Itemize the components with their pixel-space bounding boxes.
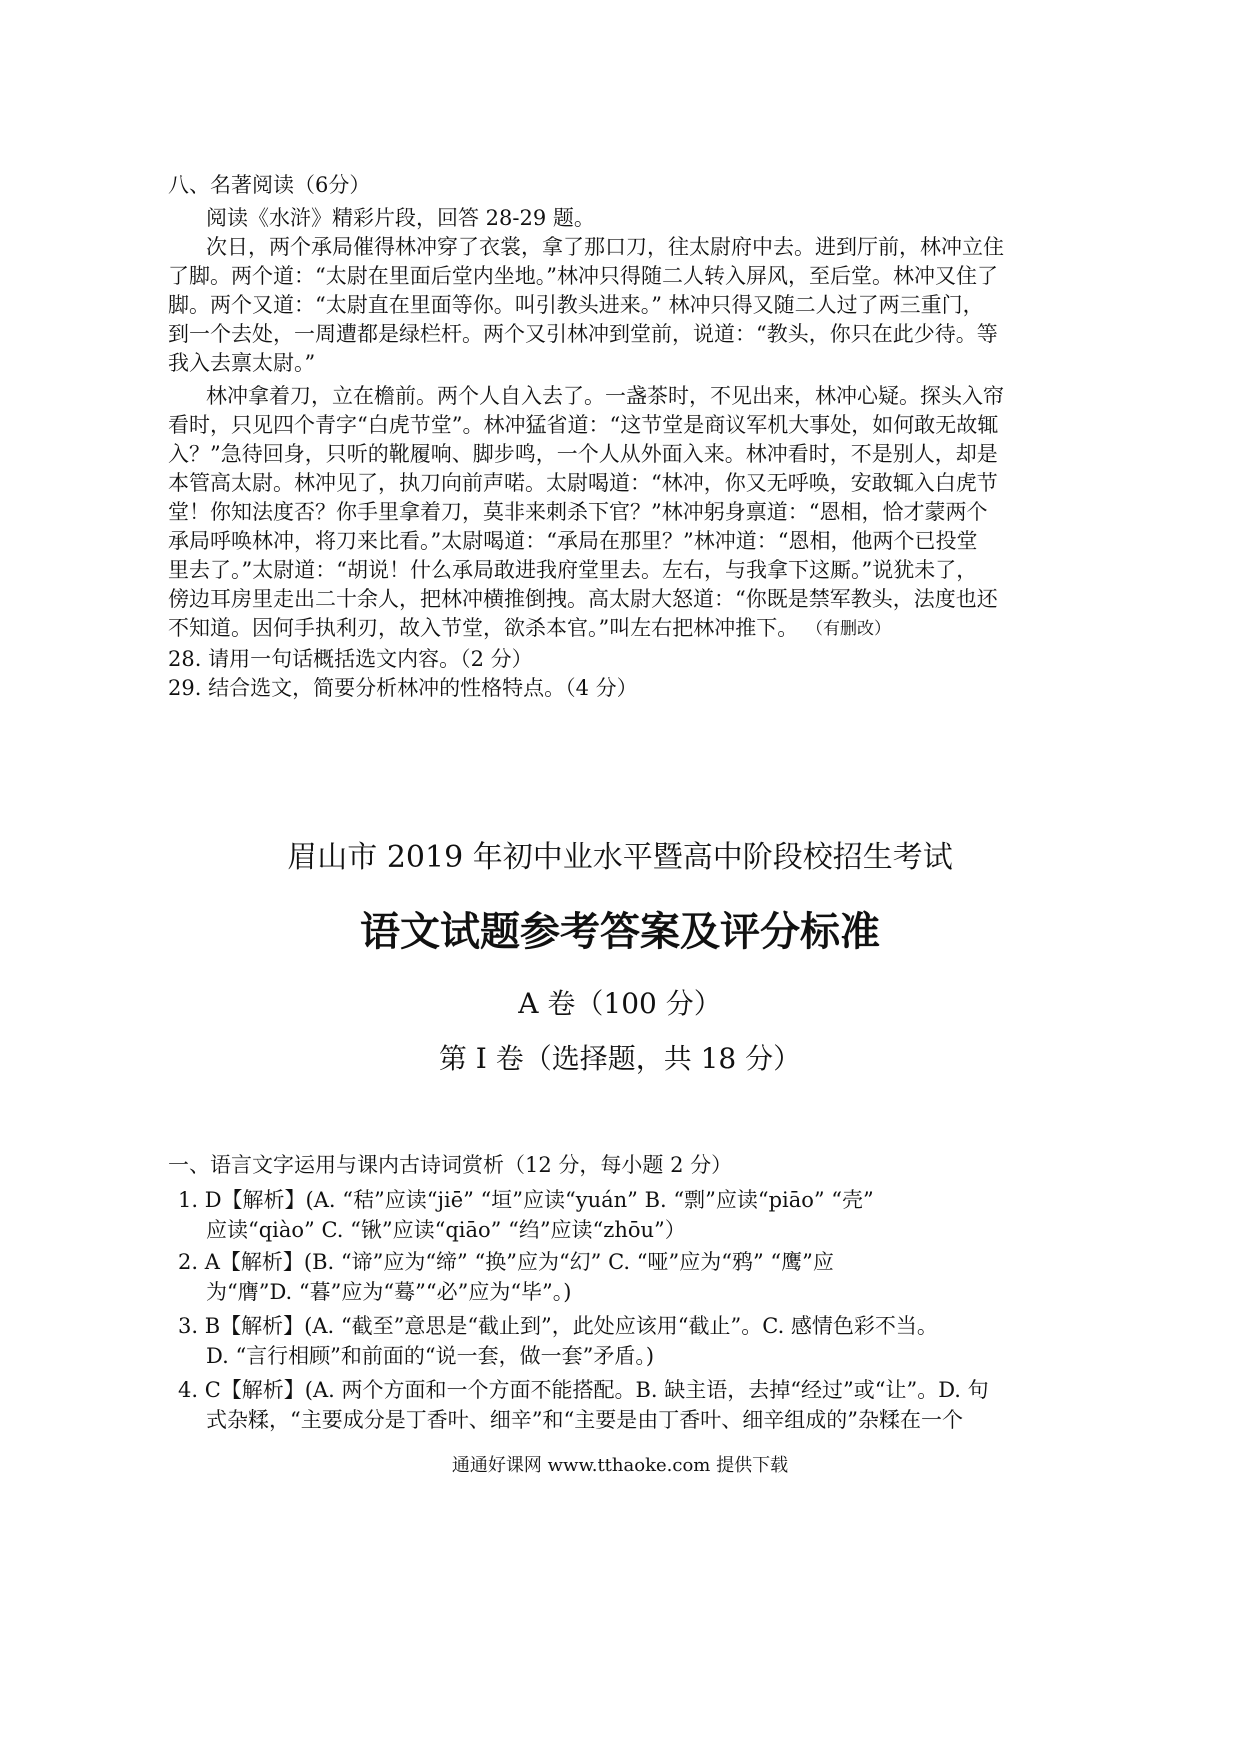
answer-line: 为“膺”D. “暮”应为“蓦”“必”应为“毕”。) [206,1280,572,1304]
passage-line: 到一个去处，一周遭都是绿栏杆。两个又引林冲到堂前，说道：“教头，你只在此少待。等 [168,322,998,346]
passage-line: 堂！你知法度否？你手里拿着刀，莫非来刺杀下官？”林冲躬身禀道：“恩相，恰才蒙两个 [168,500,988,524]
edit-note: （有删改） [806,619,891,639]
part-one-title: 第 I 卷（选择题，共 18 分） [438,1042,802,1075]
answer-line: 式杂糅，“主要成分是丁香叶、细辛”和“主要是由丁香叶、细辛组成的”杂糅在一个 [206,1408,963,1432]
answer-line: 3. B【解析】(A. “截至”意思是“截止到”，此处应该用“截止”。C. 感情色彩不当。 [178,1314,938,1338]
exam-title: 眉山市 2019 年初中业水平暨高中阶段校招生考试 [287,840,953,875]
passage-line: 傍边耳房里走出二十余人，把林冲横推倒拽。高太尉大怒道：“你既是禁军教头，法度也还 [168,587,998,611]
passage-line: 里去了。”太尉道：“胡说！什么承局敢进我府堂里去。左右，与我拿下这厮。”说犹未了， [168,558,978,582]
passage-line: 我入去禀太尉。” [168,351,316,375]
passage-line: 脚。两个又道：“太尉直在里面等你。叫引教头进来。” 林冲只得又随二人过了两三重门， [168,293,984,317]
section1-title: 一、语言文字运用与课内古诗词赏析（12 分，每小题 2 分） [168,1153,733,1177]
passage-line: 本管高太尉。林冲见了，执刀向前声喏。太尉喝道：“林冲，你又无呼唤，安敢辄入白虎节 [168,471,998,495]
passage-line: 承局呼唤林冲，将刀来比看。”太尉喝道：“承局在那里？”林冲道：“恩相，他两个已投堂 [168,529,978,553]
question-28: 28. 请用一句话概括选文内容。（2 分） [168,647,533,671]
footer-text: 通通好课网 www.tthaoke.com 提供下载 [451,1455,789,1476]
answer-line: 2. A【解析】(B. “谛”应为“缔” “换”应为“幻” C. “哑”应为“鸦” “鹰”应 [178,1250,834,1274]
reading-intro: 阅读《水浒》精彩片段，回答 28-29 题。 [206,206,595,230]
section-title: 八、名著阅读（6分） [168,173,371,197]
answer-line: 1. D【解析】(A. “秸”应读“jiē” “垣”应读“yuán” B. “剽”应读“piāo” “壳” [178,1188,874,1212]
passage-line: 林冲拿着刀，立在檐前。两个人自入去了。一盏茶时，不见出来，林冲心疑。探头入帘 [206,384,1004,408]
passage-line: 次日，两个承局催得林冲穿了衣裳，拿了那口刀，往太尉府中去。进到厅前，林冲立住 [206,235,1004,259]
passage-line: 看时，只见四个青字“白虎节堂”。林冲猛省道：“这节堂是商议军机大事处，如何敢无故辄 [168,413,999,437]
passage-line: 不知道。因何手执利刃，故入节堂，欲杀本官。”叫左右把林冲推下。 [168,616,799,640]
question-29: 29. 结合选文，简要分析林冲的性格特点。（4 分） [168,676,638,700]
main-title: 语文试题参考答案及评分标准 [360,909,880,955]
answer-line: 应读“qiào” C. “锹”应读“qiāo” “绉”应读“zhōu”） [206,1218,686,1242]
passage-line: 了脚。两个道：“太尉在里面后堂内坐地。”林冲只得随二人转入屏风，至后堂。林冲又住了 [168,264,998,288]
answer-line: 4. C【解析】(A. 两个方面和一个方面不能搭配。B. 缺主语，去掉“经过”或“让”。D. 句 [178,1378,989,1402]
answer-line: D. “言行相顾”和前面的“说一套，做一套”矛盾。) [206,1344,655,1368]
passage-line: 入？”急待回身，只听的靴履响、脚步鸣，一个人从外面入来。林冲看时，不是别人，却是 [168,442,998,466]
volume-a-title: A 卷（100 分） [518,987,722,1020]
